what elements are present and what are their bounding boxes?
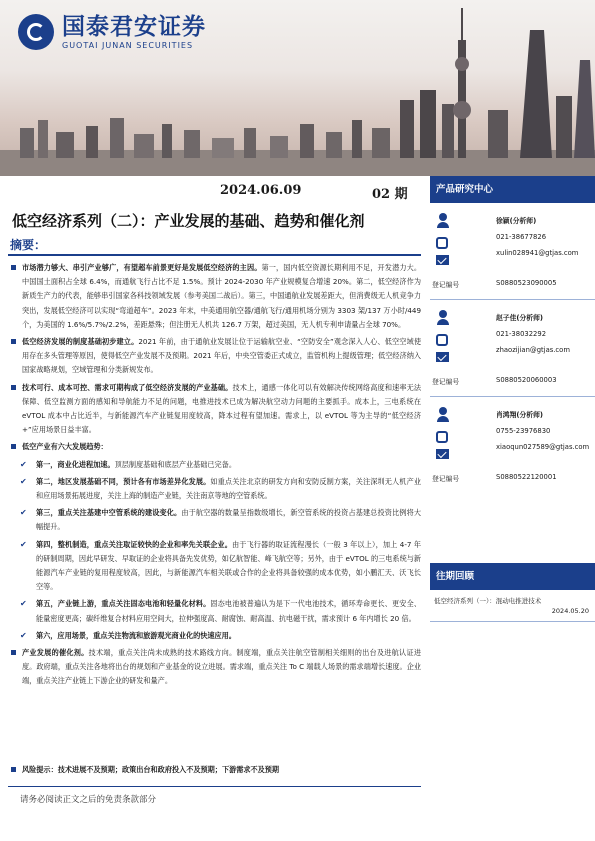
header-banner — [0, 0, 595, 176]
report-date: 2024.06.09 — [220, 183, 302, 198]
summary-body — [8, 258, 421, 689]
trend-item — [8, 458, 421, 472]
trend-item — [8, 629, 421, 643]
bullet-heading: 市场潜力够大、串引产业够广，有望超车前景更好是发展低空经济的主因。 — [22, 263, 262, 272]
bullet-text: 技术上，通感一体化可以有效解决传统网络高度和速率无法保障、低空监测方面的感知和导航能力不足的问题，电推进技术已成为解决航空动力问题的主要抓手。成本上，三电系统在 eVTOL 成本中占比近半，与新能源汽车产业链复用度较高，降本过程有望加速。需求上，以 eVTOL 等为主导的“低空经济+”应用场景日益丰富。 — [22, 382, 421, 435]
summary-bullet — [8, 261, 421, 332]
footer-divider — [8, 786, 421, 787]
analyst-phone: 021-38032292 — [496, 330, 547, 338]
summary-label: 摘要： — [10, 238, 47, 252]
trend-heading: 第三，重点关注基建中空管系统的建设变化。 — [36, 508, 182, 518]
trend-text: 由于飞行器的取证流程漫长（一般 3 年以上），加上 4-7 年的研制周期，因此早研发、早取证的企业将具备先发优势，如亿航智能、峰飞航空等；另外，由于 eVTOL 的三电系统与新能源汽车产业链的复用程度较高，因此，与新能源汽车相关联或合作的企业将具备较强的成本优势，如小鹏汇天、沃飞长空等。 — [36, 539, 421, 592]
summary-bullet — [8, 440, 421, 454]
past-issue-title[interactable]: 低空经济系列（一）：混动电推进技术 — [434, 597, 542, 605]
mail-icon — [436, 449, 449, 459]
analyst-name: 肖鸿翔(分析师) — [496, 411, 543, 419]
trend-text: 由于航空器的数量呈指数级增长，新空管系统的投资占基建总投资比例将大幅提升。 — [36, 508, 421, 532]
logo-name-en: GUOTAI JUNAN SECURITIES — [62, 40, 194, 50]
trend-item — [8, 506, 421, 534]
analyst-divider — [430, 396, 595, 397]
bullet-heading: 技术可行、成本可控、需求可期构成了低空经济发展的产业基础。 — [22, 382, 233, 392]
bullet-heading: 低空经济发展的制度基础初步建立。 — [22, 337, 139, 347]
user-icon — [436, 310, 450, 326]
trend-heading: 第六，应用场景，重点关注物流和旅游观光商业化的快速应用。 — [36, 630, 236, 640]
past-issues-header: 往期回顾 — [430, 563, 595, 590]
analyst-card — [430, 310, 595, 396]
trend-heading: 第二，地区发展基础不同，预计各有市场差异化发展。 — [36, 476, 211, 486]
analyst-reg-no: S0880520060003 — [496, 376, 557, 384]
reg-label: 登记编号 — [432, 378, 460, 386]
analyst-email[interactable]: xulin028941@gtjas.com — [496, 249, 579, 257]
analyst-email[interactable]: xiaoqun027589@gtjas.com — [496, 443, 590, 451]
bullet-heading: 产业发展的催化剂。 — [22, 648, 89, 658]
past-issue-divider — [430, 621, 595, 622]
summary-divider — [8, 254, 421, 256]
reg-label: 登记编号 — [432, 281, 460, 289]
trend-heading: 第一，商业化进程加速。 — [36, 459, 115, 469]
analyst-email[interactable]: zhaozijian@gtjas.com — [496, 346, 570, 354]
analyst-phone: 0755-23976830 — [496, 427, 551, 435]
logo-mark-icon — [18, 14, 54, 50]
trend-text: 顶层制度基础和底层产业基础已完备。 — [114, 459, 236, 469]
disclaimer-text: 请务必阅读正文之后的免责条款部分 — [20, 795, 157, 805]
summary-bullet — [8, 335, 421, 378]
past-issue-date: 2024.05.20 — [551, 607, 589, 615]
mail-icon — [436, 352, 449, 362]
bullet-text: 技术端，重点关注尚未成熟的技术路线方向。制度端，重点关注航空管制相关细则的出台及进航认证进度。政府端，重点关注各地将出台的规划和产业基金的设立进展。需求端，重点关注 To C 端载人场景的需求端增长速度。企业端，重点关注产业链上下游企业的研发和量产。 — [22, 648, 421, 686]
reg-label: 登记编号 — [432, 475, 460, 483]
trend-text: 如重点关注北京的研发方向和安防反制方案，关注深圳无人机产业和应用场景拓展进度，关注上海的制造产业链，关注南京等地的空管系统。 — [36, 476, 421, 501]
risk-warning: 风险提示：技术进展不及预期；政策出台和政府投入不及预期；下游需求不及预期 — [8, 763, 435, 777]
summary-bullet — [8, 381, 421, 438]
analyst-reg-no: S0880523090005 — [496, 279, 557, 287]
trend-heading: 第五，产业链上游，重点关注固态电池和轻量化材料。 — [36, 599, 211, 609]
analyst-phone: 021-38677826 — [496, 233, 547, 241]
trend-item — [8, 597, 421, 625]
report-issue: 02 期 — [372, 187, 408, 202]
phone-icon — [436, 237, 448, 249]
logo-name-cn: 国泰君安证券 — [62, 12, 206, 40]
analyst-card — [430, 213, 595, 299]
report-title: 低空经济系列（二）：产业发展的基础、趋势和催化剂 — [12, 212, 365, 230]
phone-icon — [436, 334, 448, 346]
company-logo — [18, 14, 206, 50]
user-icon — [436, 407, 450, 423]
bullet-heading: 低空产业有六大发展趋势： — [22, 442, 108, 452]
phone-icon — [436, 431, 448, 443]
trend-item — [8, 475, 421, 503]
mail-icon — [436, 255, 449, 265]
user-icon — [436, 213, 450, 229]
summary-bullet — [8, 646, 421, 689]
trend-heading: 第四，整机制造，重点关注取证较快的企业和率先关联企业。 — [36, 539, 232, 549]
analyst-name: 徐颖(分析师) — [496, 217, 537, 225]
sidebar-header: 产品研究中心 — [430, 176, 595, 203]
analyst-name: 赵子佳(分析师) — [496, 314, 543, 322]
trend-item — [8, 538, 421, 595]
bullet-text: 第一，国内低空资源长期利用不足，开发潜力大。中国国土面积占全球 6.4%，而通航飞行占比不足 1.5%。预计 2024-2030 年产业规模复合增速 20%。第二，低空经济作为新质生产力的代表，能够串引国家各科技领域发展（参考美国二战后）。第三，中国通航业发展差距大，但消费级无人机竞争力突出，发展低空经济可以实现“弯道超车”。2023 年末，中美通用航空器/通航飞行/通用机场分别为 3303 架/137 万小时/449 个，为美国的 1.6%/5.7%/2.2%，差距悬殊；但注册无人机共 126.7 万架，超过美国，无人机专利申请量占全球 70%。 — [22, 263, 421, 329]
analyst-divider — [430, 299, 595, 300]
bullet-text: 2021 年前，由于通航业发展让位于运输航空业、“空防安全”观念深入人心、低空空域使用存在多头管理等原因，使得低空产业发展不及预期。2021 年后，中央空管委正式成立，监管机构上提级管理；低空经济纳入国家战略规划，空域管理和分类新规发布。 — [22, 337, 421, 375]
sidebar — [430, 176, 595, 622]
analyst-card — [430, 407, 595, 493]
analyst-reg-no: S0880522120001 — [496, 473, 557, 481]
trend-text: 固态电池被普遍认为是下一代电池技术，循环寿命更长、更安全、能量密度更高；碳纤维复合材料应用空间大，拉伸强度高、耐腐蚀、耐高温、抗电磁干扰，需求预计 6 年内增长 20 倍。 — [36, 599, 421, 623]
